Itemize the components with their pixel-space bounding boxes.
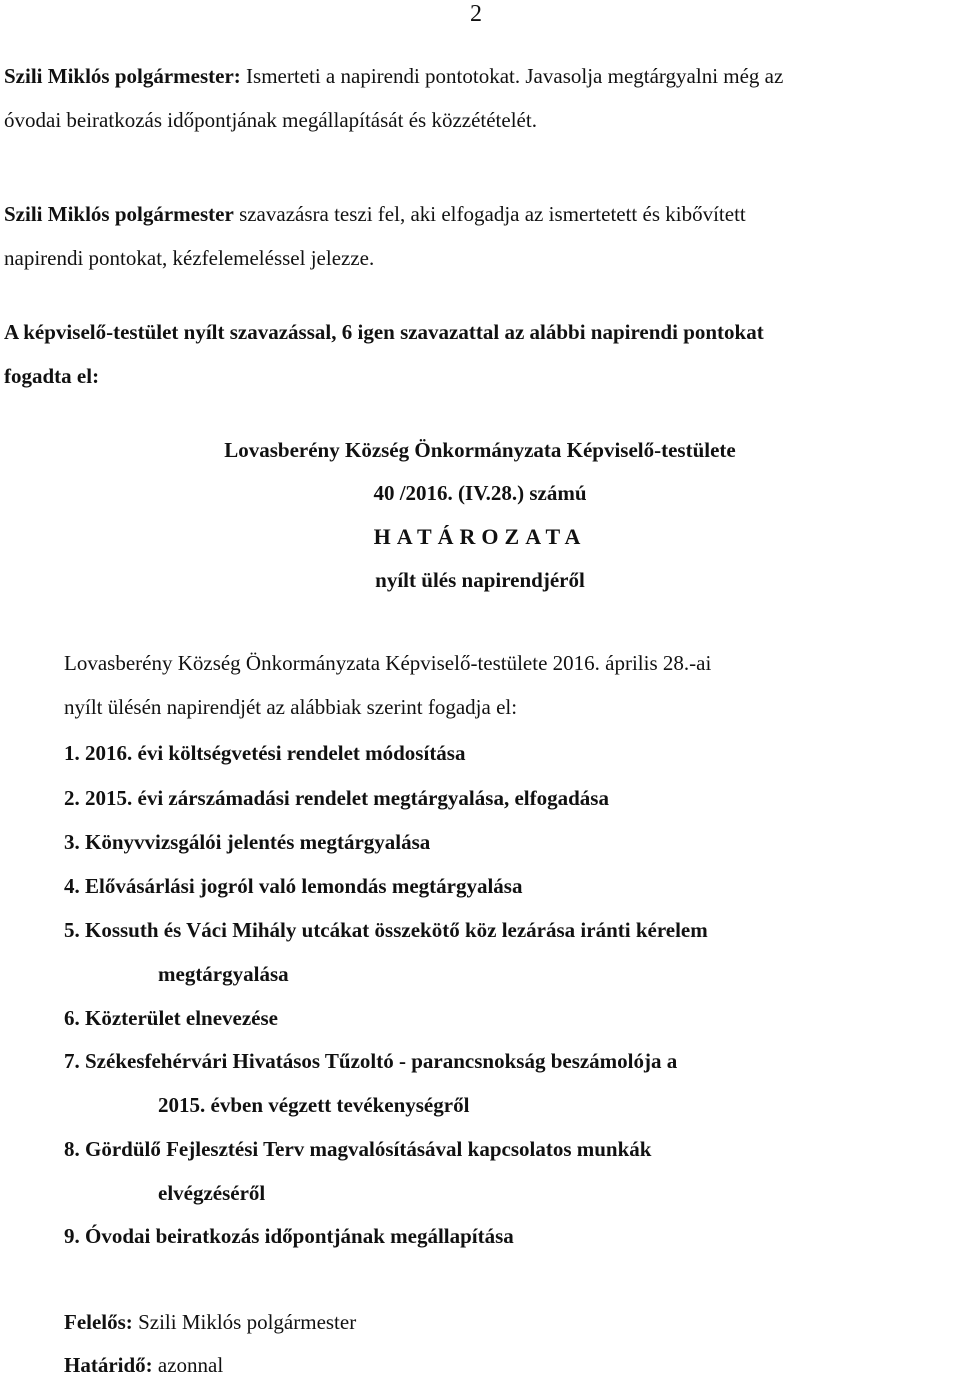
agenda-item: 8. Gördülő Fejlesztési Terv magvalósításával kapcsolatos munkák bbox=[64, 1137, 652, 1161]
agenda-item: 3. Könyvvizsgálói jelentés megtárgyalása bbox=[64, 830, 431, 854]
agenda-item: 9. Óvodai beiratkozás időpontjának megállapítása bbox=[64, 1224, 514, 1248]
agenda-item: 6. Közterület elnevezése bbox=[64, 1006, 278, 1030]
resolution-intro-line-1: Lovasberény Község Önkormányzata Képviselő-testülete 2016. április 28.-ai bbox=[64, 651, 712, 675]
vote-result-line-2: fogadta el: bbox=[4, 364, 100, 388]
agenda-item: 7. Székesfehérvári Hivatásos Tűzoltó - parancsnokság beszámolója a bbox=[64, 1049, 678, 1073]
paragraph-2-line-1 bbox=[4, 192, 746, 236]
resolution-number: 40 /2016. (IV.28.) számú bbox=[373, 481, 587, 505]
agenda-item: 4. Elővásárlási jogról való lemondás megtárgyalása bbox=[64, 874, 523, 898]
vote-result-line-1: A képviselő-testület nyílt szavazással, 6 igen szavazattal az alábbi napirendi pontokat bbox=[4, 320, 764, 344]
paragraph-text: szavazásra teszi fel, aki elfogadja az ismertetett és kibővített bbox=[233, 202, 746, 226]
agenda-item: 1. 2016. évi költségvetési rendelet módosítása bbox=[64, 741, 466, 765]
paragraph-1-line-1 bbox=[4, 54, 783, 98]
deadline-label: Határidő: bbox=[64, 1353, 153, 1377]
agenda-item-continuation: megtárgyalása bbox=[158, 962, 289, 986]
resolution-type: HATÁROZATA bbox=[373, 524, 587, 549]
resolution-body: Lovasberény Község Önkormányzata Képviselő-testülete bbox=[224, 438, 736, 462]
resolution-intro-line-2: nyílt ülésén napirendjét az alábbiak szerint fogadja el: bbox=[64, 695, 518, 719]
deadline-line bbox=[64, 1343, 223, 1387]
paragraph-2-line-2: napirendi pontokat, kézfelemeléssel jelezze. bbox=[4, 246, 375, 270]
agenda-item: 5. Kossuth és Váci Mihály utcákat összekötő köz lezárása iránti kérelem bbox=[64, 918, 708, 942]
page-number: 2 bbox=[470, 1, 482, 27]
paragraph-text: Ismerteti a napirendi pontotokat. Javasolja megtárgyalni még az bbox=[240, 64, 784, 88]
speaker-name: Szili Miklós polgármester: bbox=[4, 64, 241, 88]
speaker-name: Szili Miklós polgármester bbox=[4, 202, 234, 226]
responsible-label: Felelős: bbox=[64, 1310, 133, 1334]
paragraph-1-line-2: óvodai beiratkozás időpontjának megállapítását és közzétételét. bbox=[4, 108, 537, 132]
agenda-item-continuation: elvégzéséről bbox=[158, 1181, 266, 1205]
agenda-item: 2. 2015. évi zárszámadási rendelet megtárgyalása, elfogadása bbox=[64, 786, 609, 810]
resolution-subject: nyílt ülés napirendjéről bbox=[375, 568, 585, 592]
deadline-value: azonnal bbox=[152, 1353, 224, 1377]
responsible-value: Szili Miklós polgármester bbox=[132, 1310, 357, 1334]
responsible-line bbox=[64, 1300, 356, 1344]
agenda-item-continuation: 2015. évben végzett tevékenységről bbox=[158, 1093, 470, 1117]
